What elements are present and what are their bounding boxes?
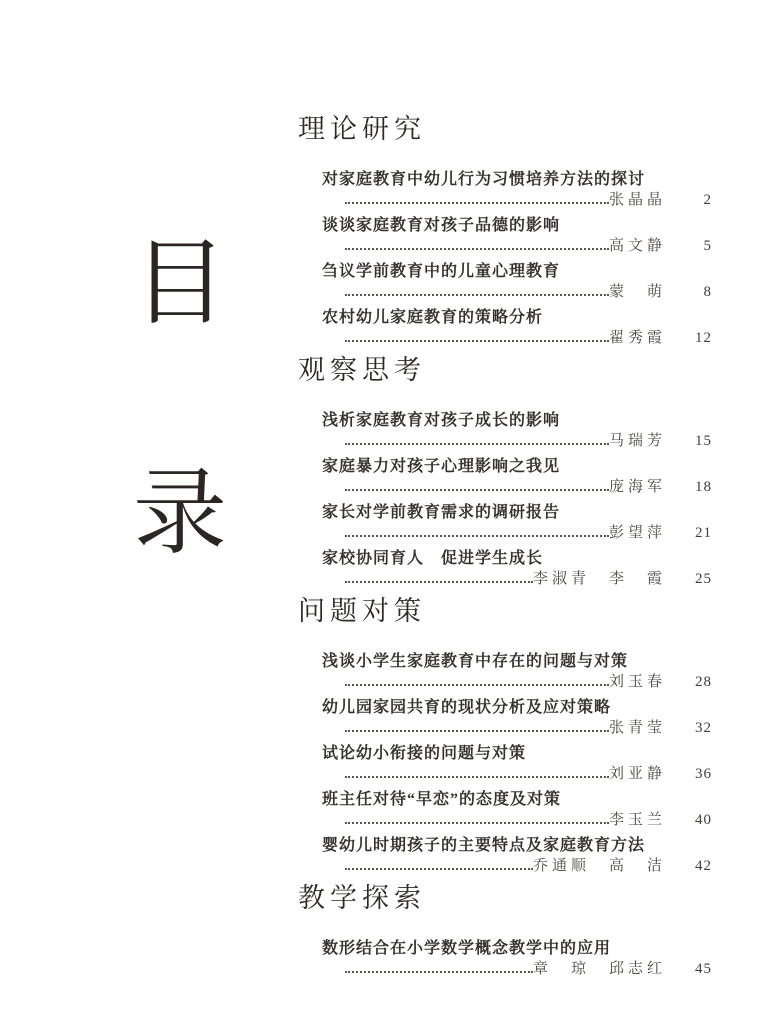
toc-entry — [298, 411, 712, 449]
entry-title: 谈谈家庭教育对孩子品德的影响 — [322, 217, 561, 234]
entry-title: 对家庭教育中幼儿行为习惯培养方法的探讨 — [322, 171, 646, 188]
leader-dots — [345, 443, 609, 445]
entry-leader-row — [298, 721, 712, 736]
entry-page-number: 42 — [695, 858, 712, 874]
toc-entry — [298, 939, 712, 977]
toc-entry — [298, 549, 712, 587]
entry-page-number: 5 — [703, 238, 712, 254]
toc-entry — [298, 652, 712, 690]
entry-authors: 蒙 萌 — [608, 284, 666, 300]
entry-leader-row — [298, 962, 712, 977]
leader-dots — [345, 248, 609, 250]
toc-section — [298, 356, 712, 587]
toc-entry — [298, 698, 712, 736]
section-heading: 理论研究 — [298, 114, 426, 144]
section-heading: 教学探索 — [298, 883, 426, 913]
entry-title: 浅析家庭教育对孩子成长的影响 — [322, 412, 561, 429]
entry-title: 幼儿园家园共育的现状分析及应对策略 — [322, 699, 612, 716]
toc-entry — [298, 790, 712, 828]
entry-page-number: 12 — [695, 330, 712, 346]
entry-page-number: 2 — [703, 192, 712, 208]
leader-dots — [345, 489, 609, 491]
entry-page-number: 15 — [695, 433, 712, 449]
vertical-title-char: 录 — [132, 462, 227, 566]
entry-title: 试论幼小衔接的问题与对策 — [322, 745, 527, 762]
entry-page-number: 28 — [695, 674, 712, 690]
entry-authors: 张青莹 — [608, 720, 666, 736]
entry-leader-row — [298, 859, 712, 874]
entry-authors: 刘亚静 — [608, 766, 666, 782]
entry-authors: 马瑞芳 — [608, 433, 666, 449]
leader-dots — [345, 684, 609, 686]
leader-dots — [345, 535, 609, 537]
toc-entry — [298, 744, 712, 782]
leader-dots — [345, 971, 533, 973]
entry-authors: 李玉兰 — [608, 812, 666, 828]
entry-authors: 张晶晶 — [608, 192, 666, 208]
toc-entry — [298, 503, 712, 541]
entry-title: 刍议学前教育中的儿童心理教育 — [322, 263, 561, 280]
toc-entry — [298, 308, 712, 346]
entry-leader-row — [298, 434, 712, 449]
entry-leader-row — [298, 331, 712, 346]
toc-entry — [298, 836, 712, 874]
leader-dots — [345, 822, 609, 824]
entry-leader-row — [298, 572, 712, 587]
entry-authors: 乔通顺 高 洁 — [532, 858, 666, 874]
entry-title: 浅谈小学生家庭教育中存在的问题与对策 — [322, 653, 629, 670]
section-heading: 问题对策 — [298, 596, 426, 626]
leader-dots — [345, 202, 609, 204]
entry-authors: 刘玉春 — [608, 674, 666, 690]
entry-page-number: 8 — [703, 284, 712, 300]
entry-page-number: 25 — [695, 571, 712, 587]
vertical-title — [130, 0, 230, 1010]
leader-dots — [345, 340, 609, 342]
entry-page-number: 45 — [695, 961, 712, 977]
entry-page-number: 40 — [695, 812, 712, 828]
entry-title: 家校协同育人 促进学生成长 — [322, 550, 544, 567]
entry-leader-row — [298, 526, 712, 541]
toc-entry — [298, 216, 712, 254]
toc-section — [298, 115, 712, 346]
entry-title: 家长对学前教育需求的调研报告 — [322, 504, 561, 521]
leader-dots — [345, 730, 609, 732]
leader-dots — [345, 868, 533, 870]
entry-title: 班主任对待“早恋”的态度及对策 — [322, 791, 562, 808]
toc-entry — [298, 457, 712, 495]
toc-entry — [298, 262, 712, 300]
entry-authors: 翟秀霞 — [608, 330, 666, 346]
entry-leader-row — [298, 285, 712, 300]
entry-authors: 章 琼 邱志红 — [532, 961, 666, 977]
entry-authors: 庞海军 — [608, 479, 666, 495]
toc-section — [298, 597, 712, 874]
toc-entry — [298, 170, 712, 208]
entry-leader-row — [298, 675, 712, 690]
entry-authors: 李淑青 李 霞 — [532, 571, 666, 587]
leader-dots — [345, 581, 533, 583]
entry-authors: 彭望萍 — [608, 525, 666, 541]
entry-title: 婴幼儿时期孩子的主要特点及家庭教育方法 — [322, 837, 646, 854]
vertical-title-char: 目 — [132, 232, 227, 336]
entry-leader-row — [298, 239, 712, 254]
entry-title: 数形结合在小学数学概念教学中的应用 — [322, 940, 612, 957]
leader-dots — [345, 776, 609, 778]
entry-page-number: 36 — [695, 766, 712, 782]
entry-page-number: 32 — [695, 720, 712, 736]
entry-leader-row — [298, 767, 712, 782]
entry-authors: 高文静 — [608, 238, 666, 254]
toc-contents — [298, 115, 712, 985]
entry-title: 家庭暴力对孩子心理影响之我见 — [322, 458, 561, 475]
toc-section — [298, 884, 712, 977]
entry-page-number: 21 — [695, 525, 712, 541]
entry-leader-row — [298, 193, 712, 208]
entry-title: 农村幼儿家庭教育的策略分析 — [322, 309, 544, 326]
leader-dots — [345, 294, 609, 296]
entry-page-number: 18 — [695, 479, 712, 495]
section-heading: 观察思考 — [298, 355, 426, 385]
entry-leader-row — [298, 480, 712, 495]
entry-leader-row — [298, 813, 712, 828]
